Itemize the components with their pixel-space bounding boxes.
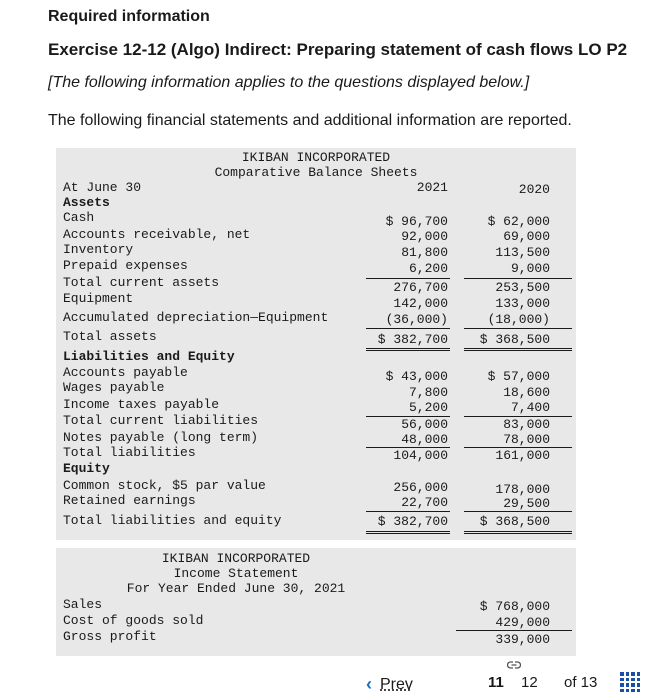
bs-inventory-2021: 81,800	[401, 245, 448, 260]
bs-ar-2021: 92,000	[401, 229, 448, 244]
is-sales-label: Sales	[63, 597, 103, 612]
bs-accdep-2021: (36,000)	[385, 312, 448, 327]
bs-taxes-2020: 7,400	[510, 400, 550, 415]
bs-accdep-2020: (18,000)	[487, 312, 550, 327]
bs-wages-2020: 18,600	[503, 385, 550, 400]
bs-cash-2021: $ 96,700	[385, 214, 448, 229]
bs-rule-accdep-2020	[464, 328, 572, 329]
bs-dbl-tle-2021	[366, 531, 450, 534]
page-current[interactable]: 11	[488, 674, 504, 691]
bs-tl-label: Total liabilities	[63, 445, 196, 460]
chevron-left-icon: ‹	[366, 674, 372, 694]
bs-ar-2020: 69,000	[503, 229, 550, 244]
bs-inventory-2020: 113,500	[495, 245, 550, 260]
bs-title: Comparative Balance Sheets	[214, 165, 418, 180]
bs-assets-heading: Assets	[63, 195, 110, 210]
bs-dbl-tle-2020	[464, 531, 572, 534]
bs-ap-2021: $ 43,000	[385, 369, 448, 384]
bs-cs-2021: 256,000	[393, 480, 448, 495]
bs-ap-label: Accounts payable	[63, 365, 188, 380]
is-company: IKIBAN INCORPORATED	[161, 551, 311, 566]
bs-tle-label: Total liabilities and equity	[63, 513, 282, 528]
bs-taxes-label: Income taxes payable	[63, 397, 220, 412]
bs-date-label: At June 30	[63, 180, 142, 195]
bs-tl-2021: 104,000	[393, 448, 448, 463]
required-information-heading: Required information	[48, 8, 210, 25]
bs-ap-2020: $ 57,000	[487, 369, 550, 384]
bs-cs-label: Common stock, $5 par value	[63, 478, 266, 493]
bs-tcl-2020: 83,000	[503, 417, 550, 432]
is-cogs-label: Cost of goods sold	[63, 613, 204, 628]
page-total: of 13	[564, 674, 598, 691]
applies-note: [The following information applies to the questions displayed below.]	[48, 74, 530, 91]
exercise-title: Exercise 12-12 (Algo) Indirect: Preparing statement of cash flows LO P2	[48, 40, 628, 59]
prev-label: Prev	[380, 675, 413, 693]
is-rule-cogs	[456, 630, 572, 631]
bs-company: IKIBAN INCORPORATED	[241, 150, 391, 165]
is-gp-label: Gross profit	[63, 629, 157, 644]
bs-accdep-label: Accumulated depreciation—Equipment	[63, 310, 329, 325]
bs-rule-re-2021	[366, 511, 450, 512]
bs-rule-re-2020	[464, 511, 572, 512]
is-gp-value: 339,000	[495, 632, 550, 647]
is-period: For Year Ended June 30, 2021	[126, 581, 346, 596]
intro-text: The following financial statements and additional information are reported.	[48, 112, 572, 129]
bs-year-2021: 2021	[416, 180, 448, 195]
bs-cash-label: Cash	[63, 210, 95, 225]
bs-wages-label: Wages payable	[63, 380, 165, 395]
bs-tcl-label: Total current liabilities	[63, 413, 259, 428]
bs-le-heading: Liabilities and Equity	[63, 349, 235, 364]
is-sales-value: $ 768,000	[479, 599, 550, 614]
bs-wages-2021: 7,800	[408, 385, 448, 400]
bs-re-label: Retained earnings	[63, 493, 196, 508]
bs-ta-2021: $ 382,700	[377, 332, 448, 347]
bs-tca-2021: 276,700	[393, 280, 448, 295]
bs-tle-2021: $ 382,700	[377, 514, 448, 529]
bs-inventory-label: Inventory	[63, 242, 134, 257]
bs-re-2020: 29,500	[503, 496, 550, 511]
bs-equipment-2020: 133,000	[495, 296, 550, 311]
bs-notes-label: Notes payable (long term)	[63, 430, 259, 445]
grid-menu-icon[interactable]	[620, 672, 640, 692]
bs-ta-2020: $ 368,500	[479, 332, 550, 347]
bs-re-2021: 22,700	[401, 495, 448, 510]
bs-rule-prepaid-2020	[464, 278, 572, 279]
bs-equipment-label: Equipment	[63, 291, 134, 306]
prev-button[interactable]	[366, 674, 413, 695]
is-title: Income Statement	[173, 566, 299, 581]
bs-taxes-2021: 5,200	[408, 400, 448, 415]
bs-notes-2020: 78,000	[503, 432, 550, 447]
bs-tca-2020: 253,500	[495, 280, 550, 295]
bs-tcl-2021: 56,000	[401, 417, 448, 432]
bs-tca-label: Total current assets	[63, 275, 220, 290]
bs-ar-label: Accounts receivable, net	[63, 227, 251, 242]
bs-rule-accdep-2021	[366, 328, 450, 329]
bs-cash-2020: $ 62,000	[487, 214, 550, 229]
bs-notes-2021: 48,000	[401, 432, 448, 447]
bs-prepaid-2020: 9,000	[510, 261, 550, 276]
bs-year-2020: 2020	[518, 182, 550, 197]
bs-ta-label: Total assets	[63, 329, 157, 344]
bs-tle-2020: $ 368,500	[479, 514, 550, 529]
bs-cs-2020: 178,000	[495, 482, 550, 497]
bs-equity-heading: Equity	[63, 461, 110, 476]
link-icon	[507, 660, 521, 670]
bs-dbl-ta-2021	[366, 348, 450, 351]
bs-tl-2020: 161,000	[495, 448, 550, 463]
is-cogs-value: 429,000	[495, 615, 550, 630]
bs-rule-prepaid-2021	[366, 278, 450, 279]
bs-prepaid-2021: 6,200	[408, 261, 448, 276]
bs-prepaid-label: Prepaid expenses	[63, 258, 188, 273]
bs-equipment-2021: 142,000	[393, 296, 448, 311]
bs-dbl-ta-2020	[464, 348, 572, 351]
page-next[interactable]: 12	[521, 674, 538, 691]
